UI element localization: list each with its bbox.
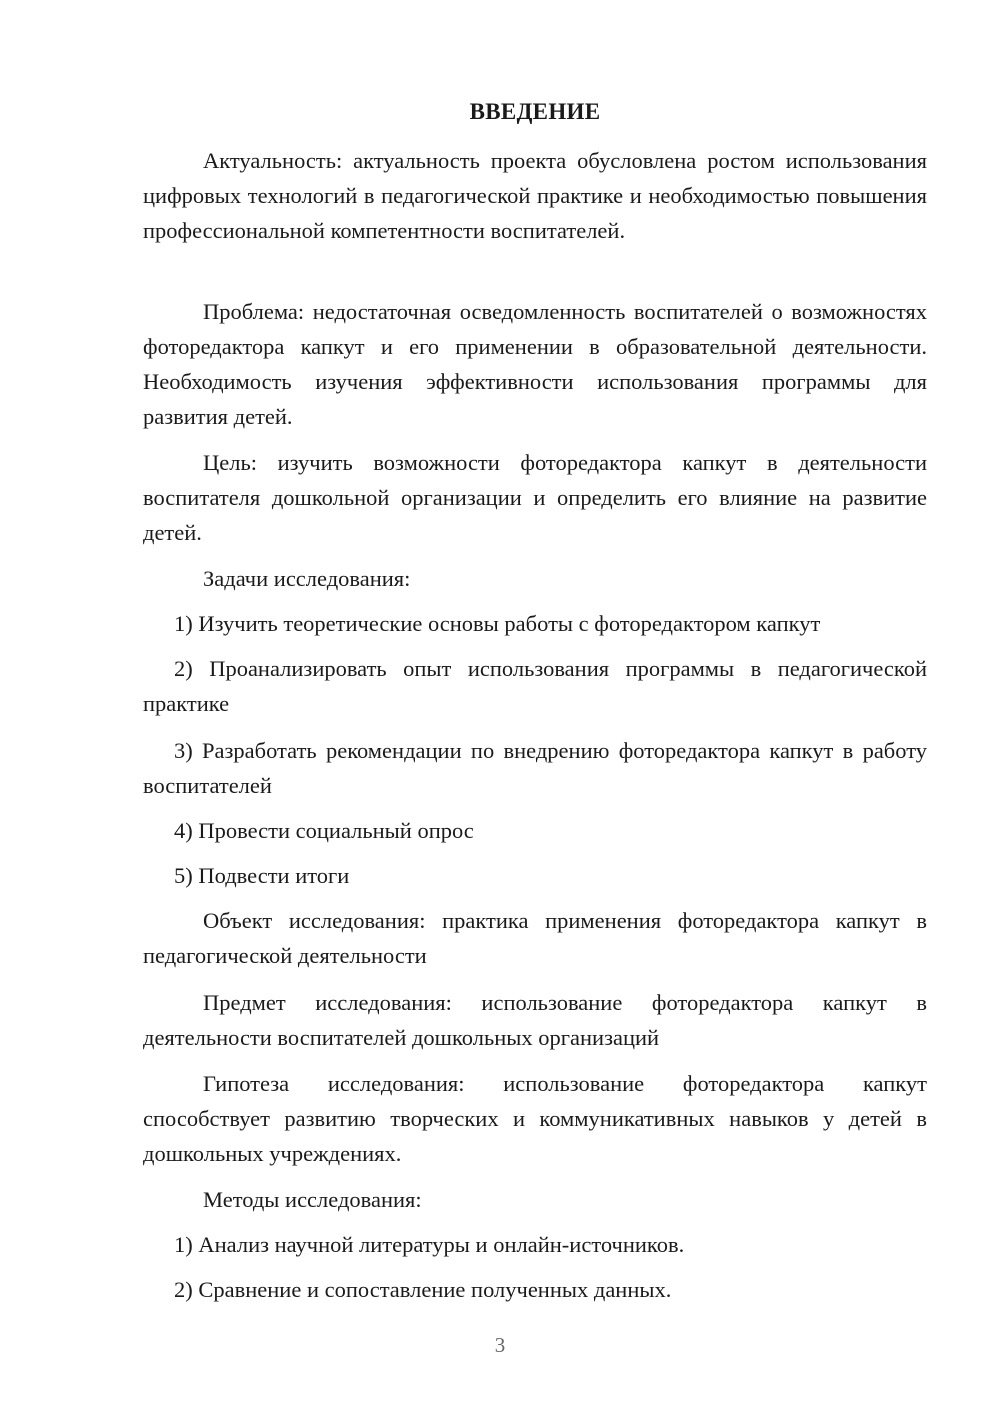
section-title: ВВЕДЕНИЕ: [469, 99, 601, 124]
relevance-paragraph: Актуальность: актуальность проекта обусловлена ростом использования цифровых технологий в педагогической практике и необходимостью повышения профессиональной компетентности воспитателей.: [143, 148, 927, 243]
tasks-heading: Задачи исследования:: [203, 566, 411, 591]
object-paragraph: Объект исследования: практика применения фоторедактора капкут в педагогической деятельности: [143, 908, 927, 968]
page-number: 3: [494, 1333, 506, 1357]
task-item-2: 2) Проанализировать опыт использования программы в педагогической практике: [143, 656, 927, 716]
task-item-4: 4) Провести социальный опрос: [174, 818, 474, 843]
task-item-3: 3) Разработать рекомендации по внедрению фоторедактора капкут в работу воспитателей: [143, 738, 927, 798]
method-item-2: 2) Сравнение и сопоставление полученных данных.: [174, 1277, 672, 1302]
methods-heading: Методы исследования:: [203, 1187, 422, 1212]
goal-paragraph: Цель: изучить возможности фоторедактора капкут в деятельности воспитателя дошкольной организации и определить его влияние на развитие детей.: [143, 450, 927, 545]
hypothesis-paragraph: Гипотеза исследования: использование фоторедактора капкут способствует развитию творческих и коммуникативных навыков у детей в дошкольных учреждениях.: [143, 1071, 927, 1166]
task-item-5: 5) Подвести итоги: [174, 863, 350, 888]
problem-paragraph: Проблема: недостаточная осведомленность воспитателей о возможностях фоторедактора капкут и его применении в образовательной деятельности. Необходимость изучения эффективности использования программы для развития детей.: [143, 299, 927, 429]
method-item-1: 1) Анализ научной литературы и онлайн-источников.: [174, 1232, 685, 1257]
subject-paragraph: Предмет исследования: использование фоторедактора капкут в деятельности воспитателей дошкольных организаций: [143, 990, 927, 1050]
task-item-1: 1) Изучить теоретические основы работы с фоторедактором капкут: [174, 611, 821, 636]
